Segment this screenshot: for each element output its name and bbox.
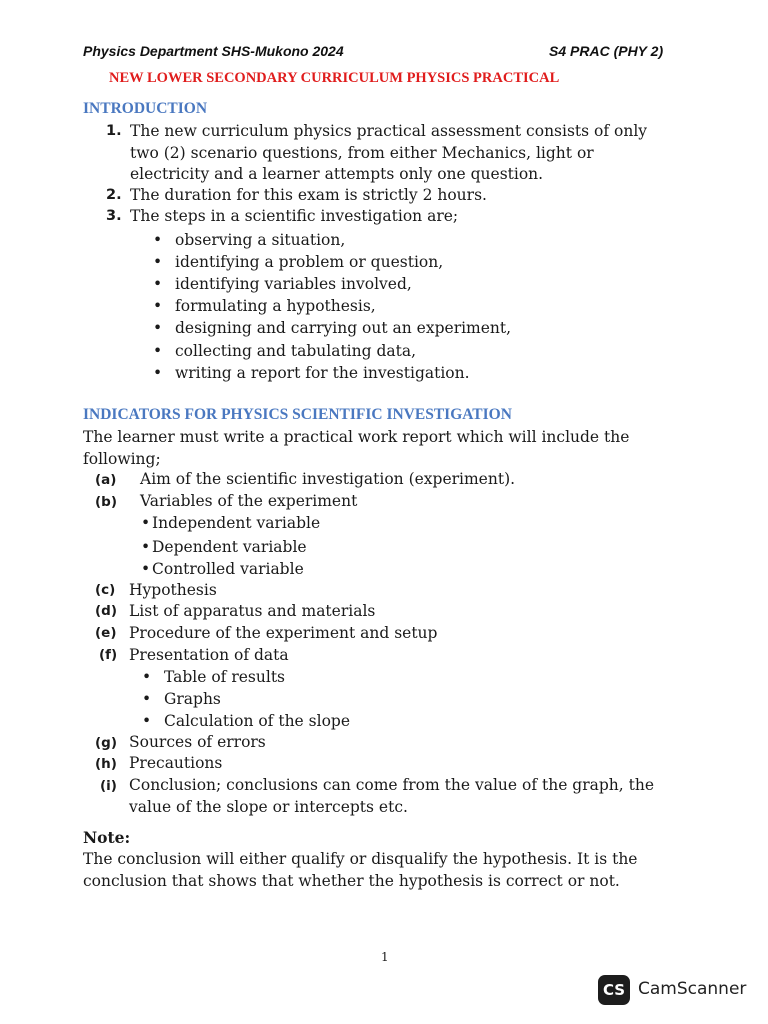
indicators-intro-line: following; [83, 450, 161, 468]
item-text: Hypothesis [129, 581, 217, 599]
intro-item-line: The steps in a scientific investigation are; [130, 207, 459, 225]
bullet-icon: • [153, 342, 163, 360]
note-line: The conclusion will either qualify or disqualify the hypothesis. It is the [83, 850, 638, 868]
variable-item: Dependent variable [152, 538, 307, 556]
item-label: (e) [95, 625, 117, 641]
header-right: S4 PRAC (PHY 2) [549, 43, 664, 59]
presentation-item: Table of results [164, 668, 286, 686]
bullet-icon: • [141, 514, 151, 532]
bullet-icon: • [153, 275, 163, 293]
note-heading: Note: [83, 828, 131, 847]
item-text: List of apparatus and materials [129, 602, 376, 620]
item-text: Conclusion; conclusions can come from the value of the graph, the [129, 776, 655, 794]
page-title: NEW LOWER SECONDARY CURRICULUM PHYSICS PRACTICAL [109, 70, 560, 86]
step-item: formulating a hypothesis, [175, 297, 376, 315]
step-item: writing a report for the investigation. [175, 364, 470, 382]
intro-item-number: 1. [106, 123, 122, 139]
presentation-item: Calculation of the slope [164, 712, 350, 730]
step-item: collecting and tabulating data, [175, 342, 417, 360]
intro-item-line: The new curriculum physics practical assessment consists of only [130, 122, 648, 140]
indicators-heading: INDICATORS FOR PHYSICS SCIENTIFIC INVESTIGATION [83, 406, 512, 423]
intro-item-line: electricity and a learner attempts only one question. [130, 165, 544, 183]
item-label: (g) [95, 735, 118, 751]
bullet-icon: • [153, 364, 163, 382]
bullet-icon: • [141, 560, 151, 578]
item-label: (f) [99, 647, 118, 663]
item-text: Presentation of data [129, 646, 289, 664]
variable-item: Controlled variable [152, 560, 304, 578]
camscanner-badge: CS [602, 981, 626, 999]
bullet-icon: • [153, 297, 163, 315]
item-text: value of the slope or intercepts etc. [129, 798, 408, 816]
bullet-icon: • [153, 231, 163, 249]
item-label: (h) [95, 756, 117, 772]
item-label: (b) [95, 494, 118, 510]
camscanner-logo-icon [598, 975, 630, 1005]
bullet-icon: • [153, 253, 163, 271]
item-text: Procedure of the experiment and setup [129, 624, 438, 642]
item-label: (a) [95, 472, 117, 488]
item-text: Sources of errors [129, 733, 266, 751]
bullet-icon: • [142, 668, 152, 686]
page-number: 1 [381, 950, 389, 964]
step-item: identifying a problem or question, [175, 253, 444, 271]
step-item: observing a situation, [175, 231, 346, 249]
camscanner-watermark: CamScanner [638, 979, 747, 999]
item-label: (d) [95, 603, 118, 619]
item-label: (i) [100, 778, 117, 794]
intro-item-line: two (2) scenario questions, from either Mechanics, light or [130, 144, 594, 162]
bullet-icon: • [153, 319, 163, 337]
intro-item-number: 3. [106, 208, 122, 224]
presentation-item: Graphs [164, 690, 221, 708]
intro-heading: INTRODUCTION [83, 100, 208, 117]
intro-item-line: The duration for this exam is strictly 2 hours. [130, 186, 487, 204]
bullet-icon: • [141, 538, 151, 556]
bullet-icon: • [142, 712, 152, 730]
item-text: Aim of the scientific investigation (experiment). [140, 470, 516, 488]
item-label: (c) [95, 582, 116, 598]
intro-item-number: 2. [106, 187, 122, 203]
indicators-intro-line: The learner must write a practical work report which will include the [83, 428, 630, 446]
step-item: identifying variables involved, [175, 275, 412, 293]
bullet-icon: • [142, 690, 152, 708]
variable-item: Independent variable [152, 514, 321, 532]
item-text: Precautions [129, 754, 223, 772]
step-item: designing and carrying out an experiment, [175, 319, 512, 337]
header-left: Physics Department SHS-Mukono 2024 [83, 43, 344, 59]
note-line: conclusion that shows that whether the hypothesis is correct or not. [83, 872, 620, 890]
item-text: Variables of the experiment [140, 492, 358, 510]
